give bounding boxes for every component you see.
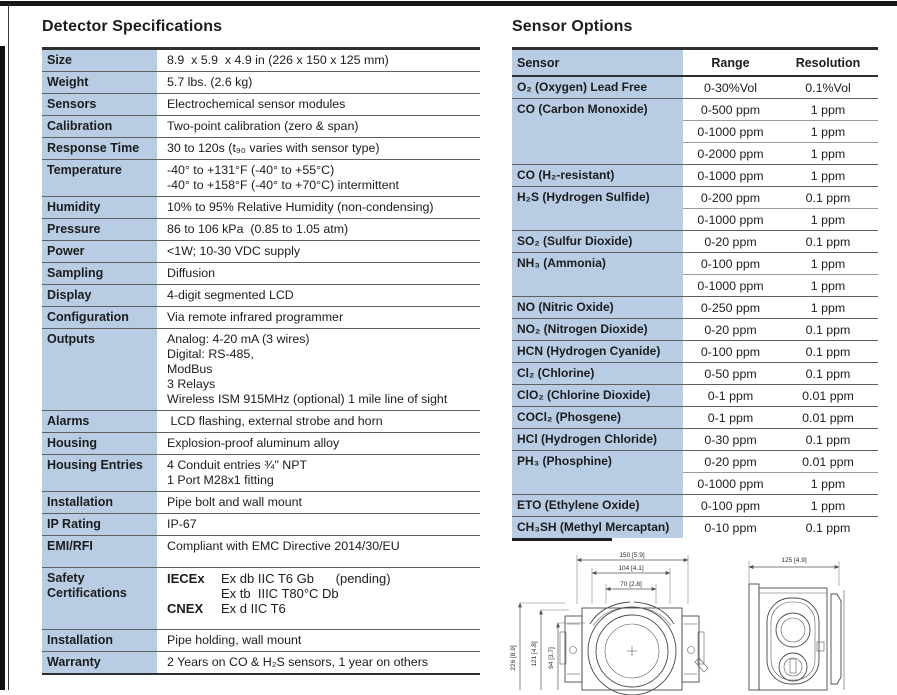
sensor-column-header: Sensor [512, 50, 683, 75]
sensor-group-rows [683, 407, 878, 428]
spec-label: Installation [42, 630, 157, 651]
spec-value [157, 652, 480, 673]
spec-label: Configuration [42, 307, 157, 328]
detector-specifications-section [42, 17, 480, 675]
spec-label: Alarms [42, 411, 157, 432]
page-left-border-line [8, 4, 9, 690]
spec-value-line [167, 458, 478, 473]
sensor-range-row [683, 297, 878, 318]
spec-value [157, 197, 480, 218]
spec-value-text: Pipe bolt and wall mount [167, 495, 303, 509]
spec-label: Safety Certifications [42, 568, 157, 629]
sensor-group-rows [683, 341, 878, 362]
range-cell: 0-500 ppm [700, 102, 761, 117]
spec-label: Housing Entries [42, 455, 157, 491]
sensor-range-row [683, 472, 878, 494]
resolution-cell: 0.1 ppm [805, 432, 851, 447]
spec-label: Display [42, 285, 157, 306]
spec-value-line [167, 53, 478, 68]
resolution-cell: 1 ppm [810, 498, 846, 513]
sensor-group-ch3sh [512, 516, 878, 538]
resolution-cell: 1 ppm [810, 256, 846, 271]
spec-value [157, 568, 480, 629]
spec-value-text: <1W; 10-30 VDC supply [167, 244, 301, 258]
spec-row-weight [42, 71, 480, 93]
spec-label: Pressure [42, 219, 157, 240]
sensor-name: H₂S (Hydrogen Sulfide) [512, 187, 683, 230]
spec-value-line [167, 377, 478, 392]
dimension-drawings [505, 546, 895, 690]
sensor-table-end-rule [512, 538, 612, 541]
sensor-name: SO₂ (Sulfur Dioxide) [512, 231, 683, 252]
spec-value-line [167, 119, 478, 134]
spec-value-text: Diffusion [167, 266, 215, 280]
resolution-cell: 1 ppm [810, 146, 846, 161]
sensor-range-row [683, 363, 878, 384]
resolution-cell: 1 ppm [810, 124, 846, 139]
spec-row-housing [42, 432, 480, 454]
spec-label: EMI/RFI [42, 536, 157, 567]
sensor-group-h2s [512, 186, 878, 230]
sensor-group-rows [683, 517, 878, 538]
spec-row-installation [42, 491, 480, 513]
spec-row-sampling [42, 262, 480, 284]
range-cell: 0-1000 ppm [697, 278, 764, 293]
spec-value [157, 219, 480, 240]
spec-value-line [167, 473, 478, 488]
sensor-name: O₂ (Oxygen) Lead Free [512, 77, 683, 98]
spec-row-calibration [42, 115, 480, 137]
front-device-body [560, 602, 708, 695]
certification-org: IECEx [167, 571, 205, 586]
sensor-range-row [683, 451, 878, 472]
sensor-name: HCN (Hydrogen Cyanide) [512, 341, 683, 362]
sensor-group-rows [683, 319, 878, 340]
spec-label: IP Rating [42, 514, 157, 535]
sensor-name: PH₃ (Phosphine) [512, 451, 683, 494]
range-cell: 0-1000 ppm [697, 212, 764, 227]
spec-value-line [167, 200, 478, 215]
sensor-range-row [683, 231, 878, 252]
sensor-group-rows [683, 187, 878, 230]
resolution-cell: 0.1 ppm [805, 520, 851, 535]
spec-value-line [167, 517, 478, 532]
sensor-group-rows [683, 253, 878, 296]
spec-value-text: 4-digit segmented LCD [167, 288, 294, 302]
spec-value-text: Analog: 4-20 mA (3 wires) [167, 332, 310, 346]
sensor-range-row [683, 274, 878, 296]
sensor-group-o2 [512, 77, 878, 98]
range-cell: 0-30%Vol [703, 80, 758, 95]
spec-value-text: Ex db IIC T6 Gb (pending) [221, 571, 391, 586]
spec-row-size [42, 50, 480, 71]
spec-value-text: 10% to 95% Relative Humidity (non-condensing) [167, 200, 434, 214]
resolution-cell: 0.01 ppm [802, 454, 854, 469]
resolution-cell: 0.1%Vol [805, 80, 851, 95]
spec-label: Power [42, 241, 157, 262]
range-cell: 0-20 ppm [704, 234, 757, 249]
resolution-cell: 0.01 ppm [802, 410, 854, 425]
spec-value [157, 241, 480, 262]
sensor-group-rows [683, 363, 878, 384]
spec-value-line [167, 97, 478, 112]
spec-value [157, 138, 480, 159]
spec-row-warranty [42, 651, 480, 673]
front-height-mid-dim: 121 [4.8] [531, 641, 538, 667]
sensor-group-rows [683, 165, 878, 186]
spec-row-response-time [42, 137, 480, 159]
range-cell: 0-200 ppm [700, 190, 761, 205]
spec-value-line [167, 347, 478, 362]
spec-row-humidity [42, 196, 480, 218]
spec-value-line [167, 75, 478, 90]
sensor-group-rows [683, 451, 878, 494]
spec-row-ip-rating [42, 513, 480, 535]
spec-value [157, 160, 480, 196]
spec-value-text: 4 Conduit entries ¾" NPT [167, 458, 308, 472]
spec-value-text: 30 to 120s (t₉₀ varies with sensor type) [167, 141, 380, 155]
spec-label: Response Time [42, 138, 157, 159]
range-cell: 0-1 ppm [707, 388, 754, 403]
sensor-group-nh3 [512, 252, 878, 296]
spec-label: Weight [42, 72, 157, 93]
sensor-range-row [683, 253, 878, 274]
resolution-cell: 1 ppm [810, 168, 846, 183]
range-cell: 0-30 ppm [704, 432, 757, 447]
spec-value-line [167, 571, 478, 586]
range-cell: 0-20 ppm [704, 454, 757, 469]
spec-value [157, 307, 480, 328]
range-cell: 0-1000 ppm [697, 124, 764, 139]
range-cell: 0-2000 ppm [697, 146, 764, 161]
spec-value-text: ModBus [167, 362, 213, 376]
spec-value-line [167, 141, 478, 156]
sensor-table-header [512, 50, 878, 77]
spec-label: Warranty [42, 652, 157, 673]
sensor-group-eto [512, 494, 878, 516]
spec-value [157, 492, 480, 513]
spec-label: Size [42, 50, 157, 71]
resolution-cell: 0.1 ppm [805, 344, 851, 359]
scan-artifact-left-strip [0, 46, 5, 690]
range-cell: 0-1000 ppm [697, 168, 764, 183]
range-cell: 0-50 ppm [704, 366, 757, 381]
spec-value [157, 116, 480, 137]
sensor-group-hcn [512, 340, 878, 362]
sensor-name: NH₃ (Ammonia) [512, 253, 683, 296]
spec-label: Calibration [42, 116, 157, 137]
spec-value-line [167, 436, 478, 451]
spec-value-line [167, 244, 478, 259]
range-cell: 0-100 ppm [700, 256, 761, 271]
spec-value-line [167, 222, 478, 237]
resolution-cell: 1 ppm [810, 212, 846, 227]
range-cell: 0-1000 ppm [697, 476, 764, 491]
sensor-group-rows [683, 385, 878, 406]
spec-value-line [167, 332, 478, 347]
spec-value [157, 94, 480, 115]
spec-value-text: LCD flashing, external strobe and horn [167, 414, 383, 428]
spec-value-text: IP-67 [167, 517, 197, 531]
spec-value-text: 8.9 x 5.9 x 4.9 in (226 x 150 x 125 mm) [167, 53, 389, 67]
resolution-cell: 0.1 ppm [805, 366, 851, 381]
sensor-name: NO (Nitric Oxide) [512, 297, 683, 318]
spec-value-line [167, 310, 478, 325]
spec-label: Sensors [42, 94, 157, 115]
spec-value [157, 536, 480, 567]
spec-value-line [167, 495, 478, 510]
sensor-group-co-h2 [512, 164, 878, 186]
spec-value [157, 329, 480, 410]
spec-value-text: Compliant with EMC Directive 2014/30/EU [167, 539, 400, 553]
spec-value-text: 2 Years on CO & H₂S sensors, 1 year on others [167, 655, 429, 669]
resolution-cell: 1 ppm [810, 300, 846, 315]
spec-row-installation-2 [42, 629, 480, 651]
sensor-table [512, 47, 878, 538]
spec-row-sensors [42, 93, 480, 115]
range-column-header: Range [711, 56, 750, 70]
spec-row-housing-entries [42, 454, 480, 491]
spec-row-outputs [42, 328, 480, 410]
spec-table [42, 47, 480, 675]
sensor-range-row [683, 385, 878, 406]
sensor-group-cocl2 [512, 406, 878, 428]
spec-value-line [167, 586, 478, 601]
spec-row-power [42, 240, 480, 262]
sensor-range-row [683, 142, 878, 164]
spec-row-display [42, 284, 480, 306]
device-dimension-drawing [505, 546, 895, 690]
spec-label: Outputs [42, 329, 157, 410]
spec-value [157, 285, 480, 306]
front-view-drawing [510, 552, 708, 695]
spec-value-line [167, 392, 478, 407]
spec-value-text: Explosion-proof aluminum alloy [167, 436, 340, 450]
sensor-group-hcl [512, 428, 878, 450]
spec-row-emi-rfi [42, 535, 480, 567]
sensor-group-rows [683, 231, 878, 252]
sensor-options-title: Sensor Options [512, 18, 633, 35]
spec-value-text: Via remote infrared programmer [167, 310, 344, 324]
sensor-name: COCl₂ (Phosgene) [512, 407, 683, 428]
sensor-group-so2 [512, 230, 878, 252]
sensor-options-section [512, 17, 878, 541]
sensor-name: NO₂ (Nitrogen Dioxide) [512, 319, 683, 340]
sensor-range-row [683, 319, 878, 340]
range-cell: 0-100 ppm [700, 498, 761, 513]
resolution-column-header: Resolution [795, 56, 861, 70]
spec-label: Sampling [42, 263, 157, 284]
sensor-group-rows [683, 77, 878, 98]
spec-value [157, 514, 480, 535]
range-cell: 0-1 ppm [707, 410, 754, 425]
spec-value-text: Wireless ISM 915MHz (optional) 1 mile line of sight [167, 392, 448, 406]
sensor-name: ETO (Ethylene Oxide) [512, 495, 683, 516]
spec-value [157, 455, 480, 491]
spec-value-line [167, 633, 478, 648]
sensor-group-cl2 [512, 362, 878, 384]
front-height-outer-dim: 226 [8.9] [510, 645, 517, 671]
certification-org: CNEX [167, 601, 204, 616]
resolution-cell: 0.1 ppm [805, 234, 851, 249]
spec-value-text: -40° to +158°F (-40° to +70°C) intermittent [167, 178, 399, 192]
detector-specifications-title: Detector Specifications [42, 18, 223, 35]
spec-value-line [167, 601, 478, 616]
spec-value-text: 86 to 106 kPa (0.85 to 1.05 atm) [167, 222, 349, 236]
spec-value-text: Pipe holding, wall mount [167, 633, 302, 647]
spec-value-line [167, 414, 478, 429]
sensor-range-row [683, 120, 878, 142]
spec-value-text: 5.7 lbs. (2.6 kg) [167, 75, 253, 89]
sensor-group-no [512, 296, 878, 318]
spec-row-safety-certifications [42, 567, 480, 629]
spec-value-text: Electrochemical sensor modules [167, 97, 346, 111]
spec-value [157, 433, 480, 454]
side-width-dim: 125 [4.9] [781, 557, 807, 564]
sensor-range-row [683, 429, 878, 450]
range-cell: 0-20 ppm [704, 322, 757, 337]
sensor-group-rows [683, 429, 878, 450]
sensor-group-rows [683, 297, 878, 318]
resolution-cell: 1 ppm [810, 476, 846, 491]
range-cell: 0-250 ppm [700, 300, 761, 315]
spec-value-text: Two-point calibration (zero & span) [167, 119, 359, 133]
range-cell: 0-10 ppm [704, 520, 757, 535]
sensor-name: HCl (Hydrogen Chloride) [512, 429, 683, 450]
sensor-table-body [512, 77, 878, 538]
sensor-name: Cl₂ (Chlorine) [512, 363, 683, 384]
spec-value-line [167, 539, 478, 554]
spec-value [157, 411, 480, 432]
sensor-range-row [683, 517, 878, 538]
resolution-cell: 0.01 ppm [802, 388, 854, 403]
spec-value [157, 50, 480, 71]
spec-value-text: 1 Port M28x1 fitting [167, 473, 274, 487]
sensor-range-row [683, 208, 878, 230]
spec-row-alarms [42, 410, 480, 432]
spec-value-text: -40° to +131°F (-40° to +55°C) [167, 163, 335, 177]
sensor-range-row [683, 165, 878, 186]
sensor-name: ClO₂ (Chlorine Dioxide) [512, 385, 683, 406]
spec-row-pressure [42, 218, 480, 240]
spec-value-line [167, 362, 478, 377]
spec-row-temperature [42, 159, 480, 196]
spec-value [157, 630, 480, 651]
spec-value-text: Ex tb IIIC T80°C Db [221, 586, 339, 601]
side-view-drawing [749, 557, 844, 690]
front-width-inner-dim: 70 [2.8] [620, 581, 642, 588]
resolution-cell: 0.1 ppm [805, 190, 851, 205]
spec-value [157, 263, 480, 284]
sensor-group-ph3 [512, 450, 878, 494]
resolution-cell: 0.1 ppm [805, 322, 851, 337]
sensor-group-co [512, 98, 878, 164]
front-height-inner-dim: 94 [3.7] [548, 647, 555, 669]
resolution-cell: 1 ppm [810, 102, 846, 117]
range-cell: 0-100 ppm [700, 344, 761, 359]
sensor-group-no2 [512, 318, 878, 340]
sensor-group-clo2 [512, 384, 878, 406]
sensor-group-rows [683, 99, 878, 164]
sensor-name: CO (H₂-resistant) [512, 165, 683, 186]
spec-label: Housing [42, 433, 157, 454]
spec-value-text: Digital: RS-485, [167, 347, 254, 361]
spec-label: Installation [42, 492, 157, 513]
spec-value-line [167, 266, 478, 281]
sensor-range-row [683, 341, 878, 362]
spec-row-configuration [42, 306, 480, 328]
spec-value-text: 3 Relays [167, 377, 216, 391]
sensor-name: CO (Carbon Monoxide) [512, 99, 683, 164]
spec-label: Humidity [42, 197, 157, 218]
spec-value-line [167, 163, 478, 178]
sensor-range-row [683, 77, 878, 98]
front-width-mid-dim: 104 [4.1] [618, 565, 644, 572]
spec-value-text: Ex d IIC T6 [221, 601, 286, 616]
spec-label: Temperature [42, 160, 157, 196]
spec-value-line [167, 178, 478, 193]
spec-value-line [167, 655, 478, 670]
spec-value [157, 72, 480, 93]
sensor-range-row [683, 187, 878, 208]
sensor-name: CH₃SH (Methyl Mercaptan) [512, 517, 683, 538]
spec-value-line [167, 288, 478, 303]
scan-artifact-top-bar [0, 1, 897, 6]
side-device-body [749, 584, 844, 690]
front-width-outer-dim: 150 [5.9] [619, 552, 645, 559]
sensor-range-row [683, 99, 878, 120]
sensor-range-row [683, 495, 878, 516]
sensor-range-row [683, 407, 878, 428]
sensor-group-rows [683, 495, 878, 516]
resolution-cell: 1 ppm [810, 278, 846, 293]
